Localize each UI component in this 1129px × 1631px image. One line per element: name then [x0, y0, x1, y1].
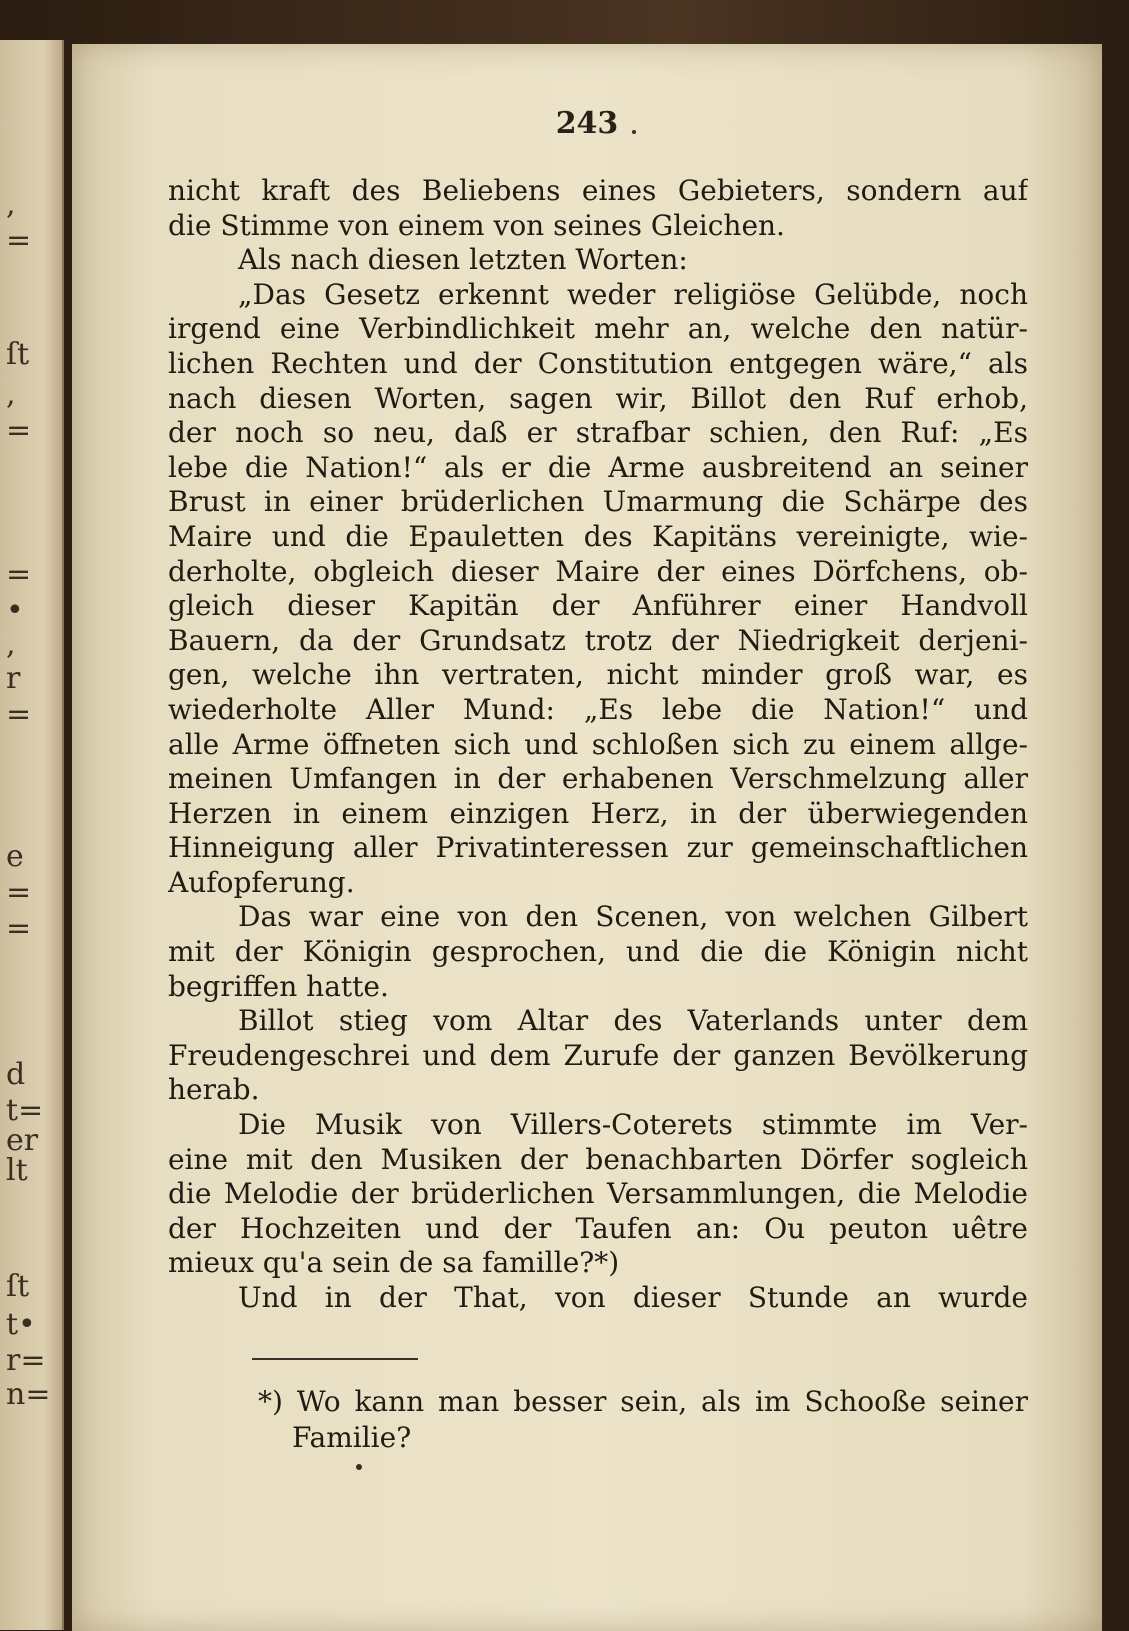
- margin-fragment: e: [6, 839, 24, 874]
- ink-speck: [356, 1464, 362, 1470]
- margin-fragment: •: [6, 593, 24, 628]
- footnote-line: Familie?: [292, 1421, 412, 1454]
- text-line: der Hochzeiten und der Taufen an: Ou peuton uêtre: [168, 1211, 1028, 1245]
- text-line: begriffen hatte.: [168, 969, 389, 1003]
- text-line: herab.: [168, 1073, 260, 1107]
- margin-fragment: ,: [6, 187, 16, 222]
- text-line: nicht kraft des Beliebens eines Gebieters, sondern auf: [168, 174, 1028, 207]
- page-number: 243: [555, 106, 619, 141]
- text-line: lichen Rechten und der Constitution entgegen wäre,“ als: [168, 346, 1028, 380]
- text-line: alle Arme öffneten sich und schloßen sich zu einem allge-: [168, 727, 1028, 761]
- margin-fragment: d: [6, 1057, 26, 1092]
- margin-fragment: r=: [6, 1343, 46, 1378]
- text-line: lebe die Nation!“ als er die Arme ausbreitend an seiner: [168, 450, 1028, 484]
- margin-fragment: =: [6, 911, 32, 946]
- margin-fragment: =: [6, 875, 32, 910]
- text-line: die Melodie der brüderlichen Versammlungen, die Melodie: [168, 1177, 1028, 1211]
- margin-fragment: n=: [6, 1377, 51, 1412]
- text-line: Herzen in einem einzigen Herz, in der überwiegenden: [168, 796, 1028, 830]
- footnote-line: *) Wo kann man besser sein, als im Schooße seiner: [258, 1385, 1028, 1418]
- text-line: Freudengeschrei und dem Zurufe der ganzen Bevölkerung: [168, 1038, 1028, 1072]
- margin-fragment: ſt: [6, 1269, 30, 1304]
- body-text: [168, 174, 1028, 1316]
- text-line: derholte, obgleich dieser Maire der eines Dörfchens, ob-: [168, 554, 1028, 588]
- margin-fragment: ,: [6, 377, 16, 412]
- text-line: Bauern, da der Grundsatz trotz der Niedrigkeit derjeni-: [168, 623, 1028, 657]
- text-line: Das war eine von den Scenen, von welchen Gilbert: [238, 900, 1028, 934]
- footnote-divider: [252, 1358, 418, 1360]
- text-line: gen, welche ihn vertraten, nicht minder groß war, es: [168, 658, 1028, 692]
- text-line: meinen Umfangen in der erhabenen Verschmelzung aller: [168, 762, 1028, 796]
- text-line: Hinneigung aller Privatinteressen zur gemeinschaftlichen: [168, 831, 1028, 865]
- margin-fragment: =: [6, 697, 32, 732]
- text-line: Billot stieg vom Altar des Vaterlands unter dem: [238, 1004, 1028, 1038]
- facing-page-edge: [0, 40, 64, 1630]
- book-page: [72, 44, 1102, 1631]
- text-line: „Das Gesetz erkennt weder religiöse Gelübde, noch: [238, 277, 1028, 311]
- margin-fragment: t=: [6, 1093, 44, 1128]
- margin-fragment: =: [6, 413, 32, 448]
- text-line: die Stimme von einem von seines Gleichen.: [168, 208, 785, 242]
- text-line: wiederholte Aller Mund: „Es lebe die Nation!“ und: [168, 692, 1028, 726]
- text-line: Die Musik von Villers-Coterets stimmte im Ver-: [238, 1108, 1028, 1142]
- margin-fragment: t•: [6, 1307, 36, 1342]
- footnote: [258, 1384, 1028, 1456]
- text-line: der noch so neu, daß er strafbar schien, den Ruf: „Es: [168, 416, 1028, 450]
- text-line: mit der Königin gesprochen, und die die Königin nicht: [168, 935, 1028, 969]
- text-line: Und in der That, von dieser Stunde an wurde: [238, 1281, 1028, 1314]
- text-line: Als nach diesen letzten Worten:: [238, 243, 688, 277]
- margin-fragment: r: [6, 661, 21, 696]
- margin-fragment: ſt: [6, 337, 30, 372]
- margin-fragment: =: [6, 557, 32, 592]
- margin-fragment: =: [6, 223, 32, 258]
- text-line: nach diesen Worten, sagen wir, Billot den Ruf erhob,: [168, 381, 1028, 415]
- text-line: Maire und die Epauletten des Kapitäns vereinigte, wie-: [168, 519, 1028, 553]
- text-line: Aufopferung.: [168, 865, 355, 899]
- text-line: irgend eine Verbindlichkeit mehr an, welche den natür-: [168, 312, 1028, 346]
- ink-speck: [632, 130, 636, 134]
- text-line: mieux qu'a sein de sa famille?*): [168, 1246, 620, 1280]
- margin-fragment: lt: [6, 1153, 28, 1188]
- text-line: Brust in einer brüderlichen Umarmung die Schärpe des: [168, 485, 1028, 519]
- text-line: eine mit den Musiken der benachbarten Dörfer sogleich: [168, 1142, 1028, 1176]
- text-line: gleich dieser Kapitän der Anführer einer Handvoll: [168, 589, 1028, 623]
- margin-fragment: er: [6, 1123, 39, 1158]
- margin-fragment: ,: [6, 627, 16, 662]
